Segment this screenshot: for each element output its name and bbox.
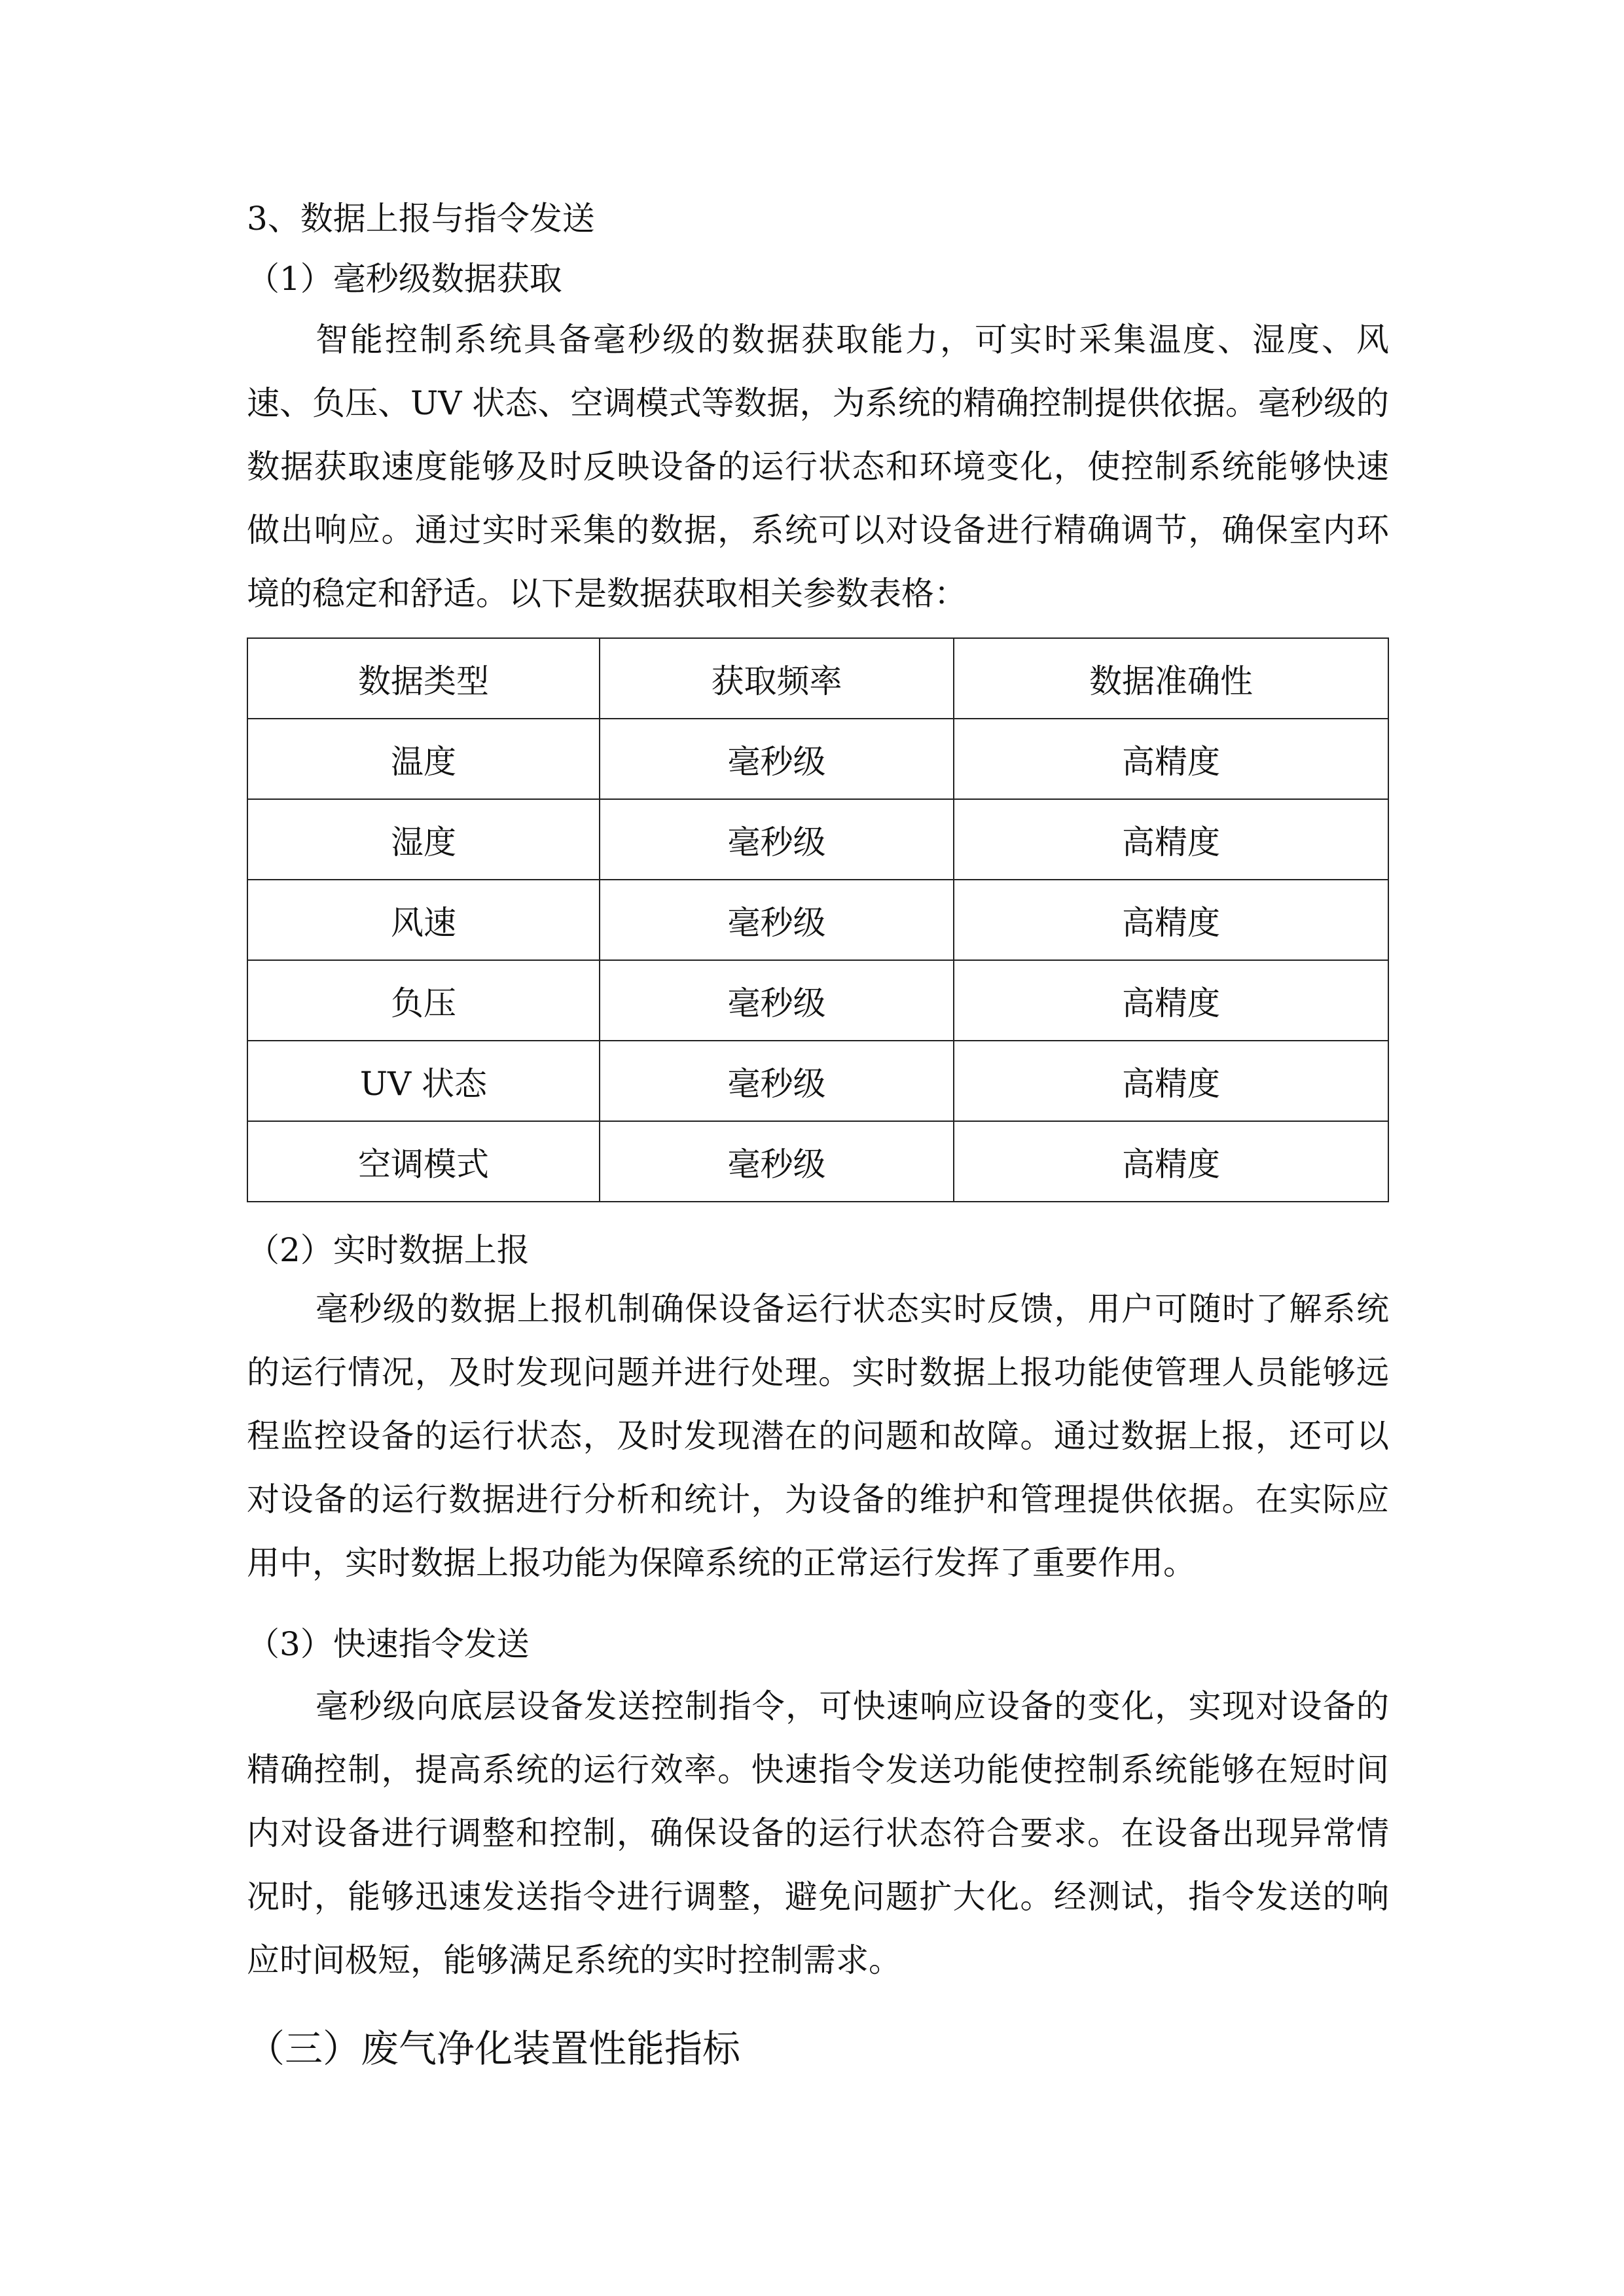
paragraph-line: 做出响应。通过实时采集的数据，系统可以对设备进行精确调节，确保室内环 [247,511,1389,549]
sub3-title: （3）快速指令发送 [247,1625,530,1663]
table-cell: 毫秒级 [600,1121,954,1202]
table-cell: 温度 [247,719,600,799]
table-cell: 毫秒级 [600,880,954,960]
table-cell: 空调模式 [247,1121,600,1202]
table-cell: 毫秒级 [600,960,954,1041]
paragraph-line: 数据获取速度能够及时反映设备的运行状态和环境变化，使控制系统能够快速 [247,448,1389,486]
table-row [247,799,1388,880]
header-cell: 获取频率 [600,638,954,719]
sub1-title: （1）毫秒级数据获取 [247,260,562,298]
paragraph-line: 况时，能够迅速发送指令进行调整，避免问题扩大化。经测试，指令发送的响 [247,1878,1389,1916]
table-cell: 高精度 [954,960,1388,1041]
table-row [247,1121,1388,1202]
table-row [247,960,1388,1041]
header-cell: 数据准确性 [954,638,1388,719]
paragraph-line: 毫秒级向底层设备发送控制指令，可快速响应设备的变化，实现对设备的 [316,1687,1389,1725]
paragraph-line: 境的稳定和舒适。以下是数据获取相关参数表格： [247,575,967,613]
data-acquisition-table [247,637,1389,1202]
table-cell: 湿度 [247,799,600,880]
paragraph-line: 智能控制系统具备毫秒级的数据获取能力，可实时采集温度、湿度、风 [316,321,1389,359]
table-cell: 风速 [247,880,600,960]
paragraph-line: 程监控设备的运行状态，及时发现潜在的问题和故障。通过数据上报，还可以 [247,1417,1389,1455]
paragraph-line: 的运行情况，及时发现问题并进行处理。实时数据上报功能使管理人员能够远 [247,1354,1389,1391]
paragraph-line: 内对设备进行调整和控制，确保设备的运行状态符合要求。在设备出现异常情 [247,1814,1389,1852]
sub3-paragraph [247,1675,1389,1992]
header-cell: 数据类型 [247,638,600,719]
table-cell: 高精度 [954,799,1388,880]
paragraph-line: 用中，实时数据上报功能为保障系统的正常运行发挥了重要作用。 [247,1544,1196,1582]
sub2-title: （2）实时数据上报 [247,1231,530,1269]
sub2-paragraph [247,1278,1389,1595]
section-heading: 3、数据上报与指令发送 [247,200,595,238]
next-section-heading: （三）废气净化装置性能指标 [247,2026,741,2071]
table-cell: 高精度 [954,880,1388,960]
table-cell: 毫秒级 [600,719,954,799]
paragraph-line: 对设备的运行数据进行分析和统计，为设备的维护和管理提供依据。在实际应 [247,1480,1389,1518]
table-header-row [247,638,1388,719]
table-cell: 高精度 [954,1121,1388,1202]
paragraph-line: 毫秒级的数据上报机制确保设备运行状态实时反馈，用户可随时了解系统 [316,1290,1389,1328]
table-row [247,1041,1388,1121]
paragraph-line: 速、负压、UV 状态、空调模式等数据，为系统的精确控制提供依据。毫秒级的 [247,384,1389,422]
table-cell: 负压 [247,960,600,1041]
table-cell: 高精度 [954,1041,1388,1121]
table-row [247,719,1388,799]
sub1-paragraph [247,308,1389,626]
table-cell: 毫秒级 [600,1041,954,1121]
table-row [247,880,1388,960]
table-cell: 毫秒级 [600,799,954,880]
table-cell: UV 状态 [247,1041,600,1121]
paragraph-line: 应时间极短，能够满足系统的实时控制需求。 [247,1941,901,1979]
paragraph-line: 精确控制，提高系统的运行效率。快速指令发送功能使控制系统能够在短时间 [247,1751,1389,1789]
table-cell: 高精度 [954,719,1388,799]
